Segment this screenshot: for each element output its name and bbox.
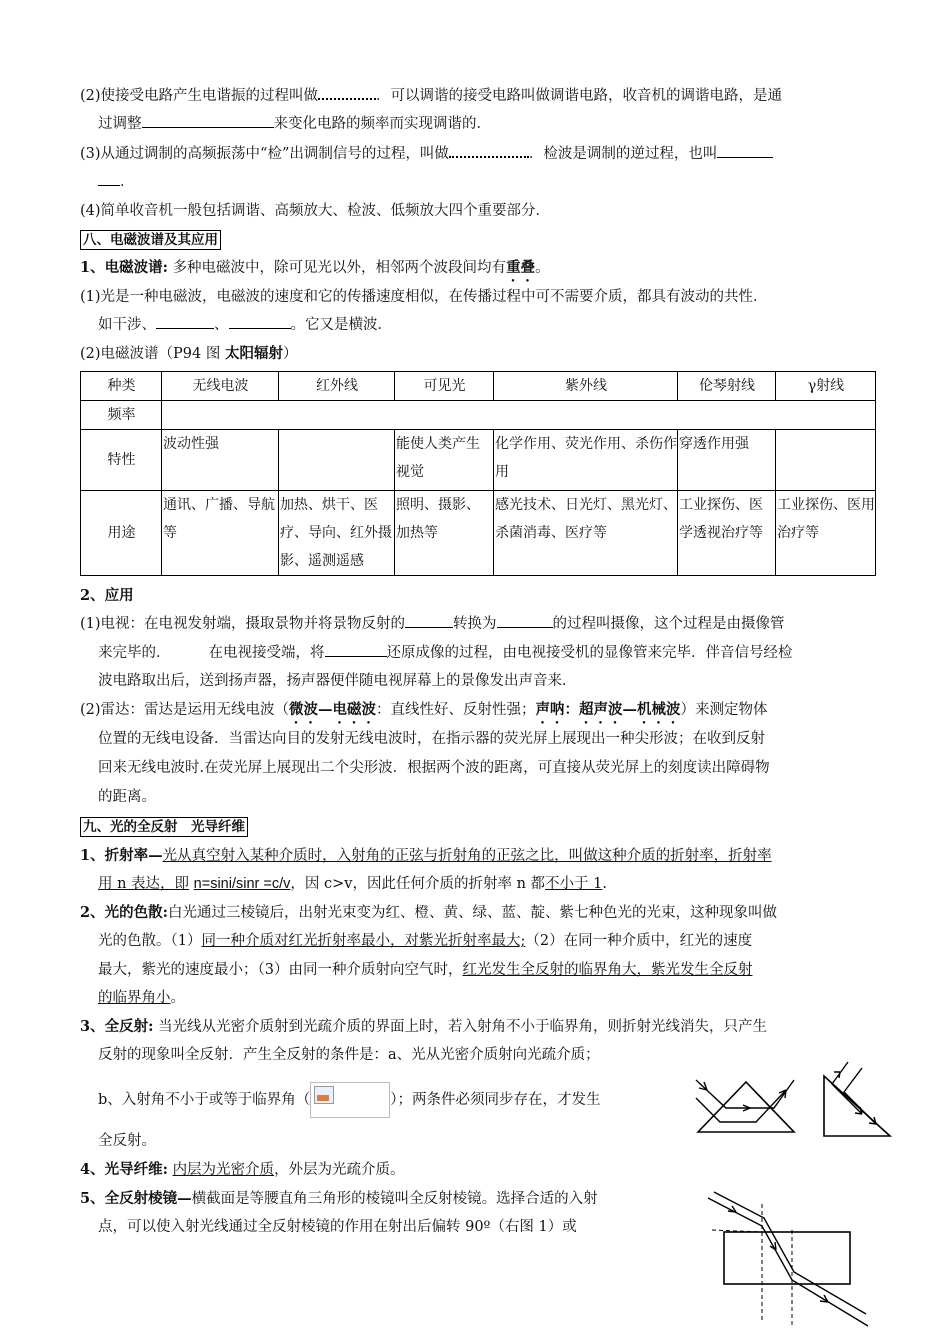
sec7-p3-line1: (3)从通过调制的高频振荡中“检”出调制信号的过程，叫做 ．检波是调制的逆过程，也叫 [80, 142, 875, 165]
table-cell: 工业探伤、医学透视治疗等 [678, 491, 776, 576]
table-header-cell: 红外线 [279, 372, 395, 401]
radar-line2: 位置的无线电设备．当雷达向目的发射无线电波时，在指示器的荧光屏上展现出一种尖形波；在收到反射 [98, 731, 765, 747]
sec9-item3-line4: 全反射。 [98, 1133, 156, 1149]
table-cell: 加热、烘干、医疗、导向、红外摄影、遥测遥感 [279, 491, 395, 576]
blank [229, 314, 291, 329]
table-cell: 能使人类产生视觉 [395, 430, 494, 491]
blank [156, 314, 214, 329]
table-cell [279, 430, 395, 491]
radar-line4: 的距离。 [98, 789, 156, 805]
sec8-p1-line2: 如干涉、 、 。它又是横波． [98, 314, 893, 336]
table-header-cell: 紫外线 [494, 372, 678, 401]
table-header-cell: 可见光 [395, 372, 494, 401]
table-cell: 穿透作用强 [678, 430, 776, 491]
sec9-item2-line3: 最大，紫光的速度最小；（3）由同一种介质射向空气时，红光发生全反射的临界角大，紫光发生全反射 [98, 962, 753, 978]
sec9-item4: 4、光导纤维: 内层为光密介质，外层为光疏介质。 [80, 1161, 405, 1178]
sec9-item3-line1: 3、全反射: 当光线从光密介质射到光疏介质的界面上时，若入射角不小于临界角，则折射光线消失，只产生 [80, 1018, 768, 1035]
sec9-item1-line2: 用 n 表达，即 n=sini/sinr =c/v，因 c>v，因此任何介质的折射率 n 都不小于 1. [98, 876, 607, 892]
table-cell: 化学作用、荧光作用、杀伤作用 [494, 430, 678, 491]
prism-reflection-diagram-1 [690, 1066, 800, 1136]
table-header-cell: 伦琴射线 [678, 372, 776, 401]
sec7-p2-line1: (2)使接受电路产生电谐振的过程叫做 ．可以调谐的接受电路叫做调谐电路，收音机的调谐电路，是通 [80, 84, 875, 107]
row-label: 用途 [81, 491, 162, 576]
tv-line2: 来完毕的． 在电视接受端，将 还原成像的过程，由电视接受机的显像管来完毕．伴音信号经检 [98, 642, 893, 664]
blank [318, 84, 376, 100]
blank [142, 113, 274, 128]
sec8-title: 八、电磁波谱及其应用 [80, 229, 875, 251]
radar-line1: (2)雷达：雷达是运用无线电波（微波—电磁波：直线性好、反射性强；声呐：超声波—机械波）来测定物体 [80, 701, 768, 718]
blank [325, 642, 387, 657]
table-cell: 工业探伤、医用治疗等 [776, 491, 876, 576]
image-icon [314, 1086, 334, 1104]
table-row [81, 491, 876, 576]
sec9-item5-line2: 点，可以使入射光线通过全反射棱镜的作用在射出后偏转 90º（右图 1）或 [98, 1219, 577, 1235]
spectrum-table [80, 371, 876, 576]
radar-line3: 回来无线电波时.在荧光屏上展现出二个尖形波．根据两个波的距离，可直接从荧光屏上的刻度读出障碍物 [98, 760, 770, 776]
blank [497, 613, 553, 628]
table-cell: 通讯、广播、导航等 [162, 491, 279, 576]
table-cell: 感光技术、日光灯、黑光灯、杀菌消毒、医疗等 [494, 491, 678, 576]
table-row [81, 401, 876, 430]
table-header-row [81, 372, 876, 401]
table-cell [162, 401, 876, 430]
blank [405, 613, 453, 628]
sec9-title: 九、光的全反射 光导纤维 [80, 816, 875, 838]
table-header-cell: 种类 [81, 372, 162, 401]
table-cell: 波动性强 [162, 430, 279, 491]
blank [449, 142, 529, 158]
tv-line3: 波电路取出后，送到扬声器，扬声器便伴随电视屏幕上的景像发出声音来． [98, 673, 577, 689]
slab-refraction-diagram [700, 1190, 870, 1330]
sec9-item2-line1: 2、光的色散:白光通过三棱镜后，出射光束变为红、橙、黄、绿、蓝、靛、紫七种色光的光束，这种现象叫做 [80, 904, 777, 921]
sec9-item3-line2: 反射的现象叫全反射．产生全反射的条件是：a、光从光密介质射向光疏介质； [98, 1047, 600, 1063]
table-cell [776, 430, 876, 491]
sec9-item5-line1: 5、全反射棱镜—横截面是等腰直角三角形的棱镜叫全反射棱镜。选择合适的入射 [80, 1190, 598, 1207]
sec9-item2-line4: 的临界角小。 [98, 990, 185, 1006]
sec7-p3-line2: ． [98, 171, 893, 193]
sec9-item3-line3: b、入射角不小于或等于临界角（ ）；两条件必须同步存在，才发生 [98, 1082, 893, 1118]
table-header-cell: 无线电波 [162, 372, 279, 401]
sec8-item2: 2、应用 [80, 587, 134, 604]
tv-line1: (1)电视：在电视发射端，摄取景物并将景物反射的 转换为 的过程叫摄像，这个过程是由摄像管 [80, 613, 875, 635]
row-label: 频率 [81, 401, 162, 430]
sec8-p2: (2)电磁波谱（P94 图 太阳辐射） [80, 345, 298, 362]
sec9-item2-line2: 光的色散。（1）同一种介质对红光折射率最小，对紫光折射率最大;（2）在同一种介质中，红光的速度 [98, 933, 753, 949]
sec7-p2-line2: 过调整 来变化电路的频率而实现调谐的． [98, 113, 893, 135]
table-row [81, 430, 876, 491]
blank [98, 171, 120, 186]
table-header-cell: γ射线 [776, 372, 876, 401]
sec7-p4: (4)简单收音机一般包括调谐、高频放大、检波、低频放大四个重要部分． [80, 203, 551, 219]
blank [717, 143, 773, 158]
critical-angle-image [310, 1082, 390, 1118]
prism-reflection-diagram-2 [818, 1058, 898, 1140]
sec9-item1-line1: 1、折射率—光从真空射入某种介质时，入射角的正弦与折射角的正弦之比，叫做这种介质的折射率，折射率 [80, 847, 772, 864]
sec8-p1-line1: (1)光是一种电磁波，电磁波的速度和它的传播速度相似，在传播过程中可不需要介质，都具有波动的共性． [80, 289, 768, 305]
table-cell: 照明、摄影、加热等 [395, 491, 494, 576]
row-label: 特性 [81, 430, 162, 491]
sec8-item1: 1、电磁波谱: 多种电磁波中，除可见光以外，相邻两个波段间均有重叠。 [80, 259, 550, 276]
